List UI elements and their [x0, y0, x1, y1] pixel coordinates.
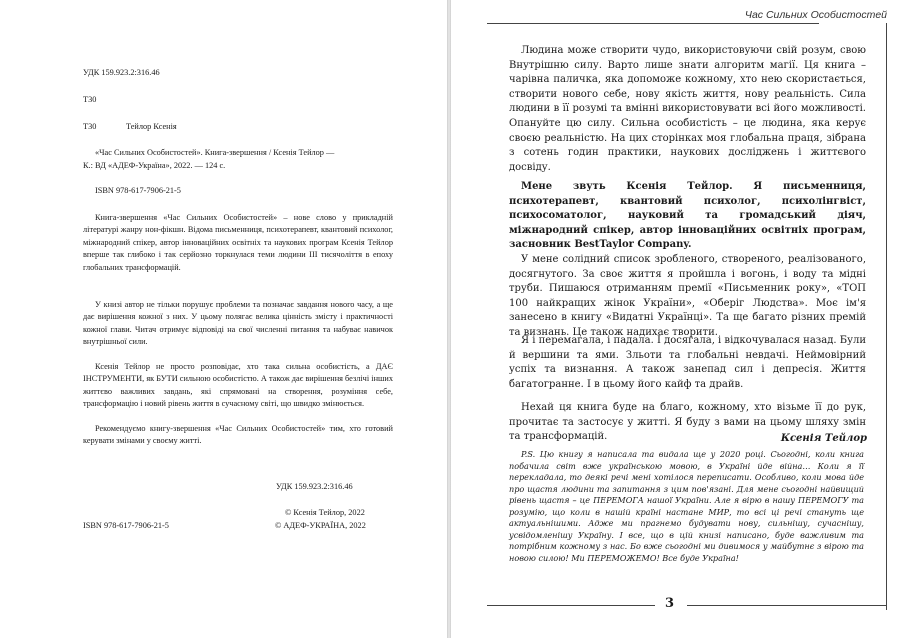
- intro-paragraph-4: Я і перемагала, і падала. І досягала, і відкочувалася назад. Були й вершини та ями. Зльоти та глобальні невдачі. Неймовірний успіх та визнання. А також занепад сил і депресія. Життя багатогранне. І в цьому його кайф та драйв.: [509, 335, 866, 390]
- postscript: P.S. Цю книгу я написала та видала ще у 2020 році. Сьогодні, коли книга побачила світ вже українською мовою, в Україні йде війна… Коли я її перекладала, то деякі речі мені хотілося переписати. Особливо, коли мова йде про щастя людини та запитання з цим пов'язані. Для мене сьогодні найвищий рівень щастя – це ПЕРЕМОГА нашої України. Але я вірю в нашу ПЕРЕМОГУ та розумію, що коли в нашій країні настане МИР, то всі ці речі стануть ще актуальнішими. Адже ми прагнемо будувати нову, сильнішу, сучаснішу, усвідомленішу Україну. І все, що в цій книзі написано, буде важливим та потрібним кожному з нас. Бо вже сьогодні ми дивимося у майбутнє з вірою та новою силою! Ми ПЕРЕМОЖЕМО! Все буде Україна!: [509, 449, 864, 563]
- author-signature: Ксенія Тейлор: [780, 433, 867, 444]
- annotation-paragraph-1: Книга-звершення «Час Сильних Особистостей» – нове слово у прикладній літературі жанру нон-фікшн. Відома письменниця, психотерапевт, квантовий психолог, міжнародний спікер, автор інноваційних освітніх та наукових програм Ксенія Тейлор вперше так глибоко і так серйозно торкнулася теми людини ІІІ тисячоліття в епоху глобальних трансформацій.: [83, 213, 393, 272]
- udk-top: УДК 159.923.2:316.46: [83, 68, 160, 77]
- copyright-author: © Ксенія Тейлор, 2022: [285, 508, 365, 517]
- biblio-line-2: К.: ВД «АДЕФ-Україна», 2022. — 124 с.: [83, 161, 226, 170]
- annotation-paragraph-2: У книзі автор не тільки порушує проблеми та позначає завдання нового часу, а ще дає вирішення кожної з них. У цьому полягає велика цінність змісту і практичності кожної глави. Читач отримує відповіді на свої численні питання та набуває навичок внутрішньої сили.: [83, 300, 393, 347]
- annotation-paragraph-3: Ксенія Тейлор не просто розповідає, хто така сильна особистість, а ДАЄ ІНСТРУМЕНТИ, як БУТИ сильною особистістю. А також дає вирішення безлічі інших життєво важливих завдань, які спрямовані на створення, розуміння себе, трансформацію і новий рівень життя в сучасному світі, що швидко змінюється.: [83, 362, 393, 409]
- intro-paragraph-3: У мене солідний список зробленого, створеного, реалізованого, досягнутого. За своє життя я пройшла і вогонь, і воду та мідні труби. Пишаюся отриманням премії «Письменник року», «ТОП 100 найкращих жінок України», «Оберіг Людства». Моє ім'я занесено в книгу «Видатні Українці». Та ще багато різних премій та визнань. Це також надихає творити.: [509, 254, 866, 338]
- t30-author-code: Т30: [83, 122, 97, 131]
- page-number: 3: [665, 596, 675, 611]
- intro-paragraph-2: Мене звуть Ксенія Тейлор. Я письменниця, психотерапевт, квантовий психолог, психолінгвіст, психосоматолог, науковий та громадський діяч, міжнародний спікер, автор інноваційних освітніх програм, засновник BestTaylor Company.: [509, 181, 866, 251]
- isbn-top: ISBN 978-617-7906-21-5: [95, 186, 181, 195]
- udk-bottom: УДК 159.923.2:316.46: [276, 482, 353, 491]
- running-header: Час Сильних Особистостей: [744, 9, 887, 21]
- left-page: [0, 0, 447, 638]
- copyright-publisher: © АДЕФ-УКРАЇНА, 2022: [275, 521, 366, 530]
- header-rule: [487, 23, 819, 24]
- biblio-line-1: «Час Сильних Особистостей». Книга-звершення / Ксенія Тейлор —: [95, 148, 335, 157]
- right-margin-rule: [886, 23, 887, 610]
- intro-paragraph-1: Людина може створити чудо, використовуючи свій розум, свою Внутрішню силу. Варто лише знати алгоритм магії. Ця книга – чарівна паличка, яка допоможе кожному, хто нею скористається, створити нового себе, нову якість життя, нову реальність. Сила людини в її розумі та вмінні використовувати всі його можливості. Опануйте цю силу. Сильна особистість – це людина, яка керує своєю реальністю. На цих сторінках моя глобальна праця, зібрана з сотень годин практики, наукових досліджень і життєвого досвіду.: [509, 45, 866, 173]
- intro-paragraph-5: Нехай ця книга буде на благо, кожному, хто візьме її до рук, прочитає та застосує у житті. Я буду з вами на цьому шляху змін та трансформацій.: [509, 402, 866, 443]
- isbn-bottom: ISBN 978-617-7906-21-5: [83, 521, 169, 530]
- annotation-paragraph-4: Рекомендуємо книгу-звершення «Час Сильних Особистостей» тим, хто готовий керувати змінами у своєму житті.: [83, 424, 393, 446]
- author-name: Тейлор Ксенія: [126, 122, 177, 131]
- t30-code: Т30: [83, 95, 97, 104]
- footer-rule-right: [687, 605, 887, 606]
- right-page: [451, 0, 900, 638]
- footer-rule-left: [487, 605, 655, 606]
